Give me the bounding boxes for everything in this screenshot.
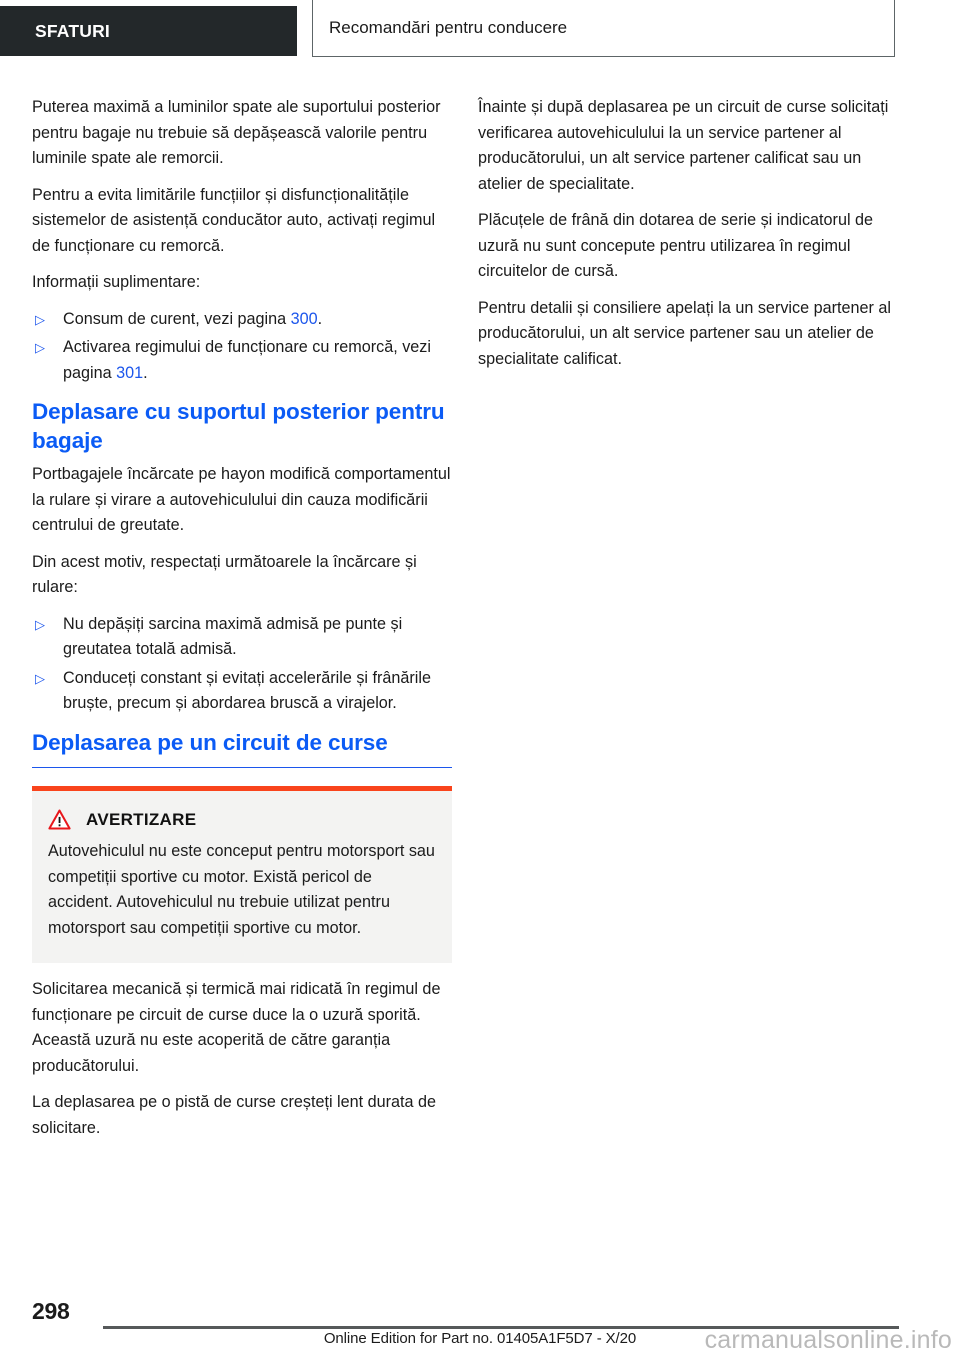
chapter-tab-label: SFATURI [35,20,110,41]
page-header [0,0,960,62]
list-item [32,335,452,386]
triangle-bullet-icon: ▷ [35,311,45,327]
cross-reference-link[interactable]: 301 [116,363,144,382]
cross-reference-link[interactable]: 300 [290,309,318,328]
paragraph: Pentru detalii și consiliere apelați la un service partener al producătorului, un alt service partener sau un atelier de specialitate calificat. [478,298,892,368]
warning-title: AVERTIZARE [86,809,197,829]
watermark: carmanualsonline.info [704,1326,952,1354]
list-item-text: Nu depășiți sarcina maximă admisă pe punte și greutatea totală admisă. [63,614,403,658]
section-tab[interactable] [312,0,895,57]
paragraph: Solicitarea mecanică și termică mai ridicată în regimul de funcționare pe circuit de curse duce la o uzură sporită. Această uzură nu este acoperită de către garanția producătorului. [32,980,441,1075]
bullet-list [32,612,452,717]
warning-box [32,786,452,963]
list-item-text-tail: . [143,363,148,382]
paragraph: Înainte și după deplasarea pe un circuit de curse solicitați verificarea autovehiculului la un service partener al producătorului, un alt service partener calificat sau un atelier de specialitate. [478,98,889,193]
page-footer [0,1290,960,1362]
triangle-bullet-icon: ▷ [35,340,45,355]
paragraph: Pentru a evita limitările funcțiilor și disfuncționalitățile sistemelor de asistență conducător auto, activați regimul de funcționare cu remorcă. [32,185,436,255]
paragraph: Plăcuțele de frână din dotarea de serie și indicatorul de uzură nu sunt concepute pentru utilizarea în regimul circuitelor de cursă. [478,211,874,280]
section-heading-luggage-carrier: Deplasare cu suportul posterior pentru bagaje [32,399,445,453]
warning-text: Autovehiculul nu este conceput pentru motorsport sau competiții sportive cu motor. Există pericol de accident. Autovehiculul nu trebuie utilizat pentru motorsport sau competiții sportive cu motor. [48,842,435,937]
paragraph: Portbagajele încărcate pe hayon modifică comportamentul la rulare și virare a autovehiculului din cauza modificării centrului de greutate. [32,465,451,534]
list-item-text: Consum de curent, vezi pagina [63,309,291,328]
warning-header [48,809,436,830]
list-item [32,666,452,717]
list-item [32,612,452,663]
list-item-text: Conduceți constant și evitați accelerările și frânările bruște, precum și abordarea bruscă a virajelor. [63,668,431,712]
section-tab-label: Recomandări pentru conducere [329,18,568,37]
paragraph: La deplasarea pe o pistă de curse creșteți lent durata de solicitare. [32,1093,437,1137]
triangle-bullet-icon: ▷ [35,616,45,632]
triangle-bullet-icon: ▷ [35,670,45,686]
paragraph: Informații suplimentare: [32,273,201,291]
right-column [478,95,898,383]
section-heading-race-track: Deplasarea pe un circuit de curse [32,729,452,769]
chapter-tab[interactable] [0,6,297,56]
list-item [32,307,452,333]
edition-notice: Online Edition for Part no. 01405A1F5D7 - X/20 [323,1330,637,1347]
paragraph: Puterea maximă a luminilor spate ale suportului posterior pentru bagaje nu trebuie să depășească valorile pentru luminile spate ale remorcii. [32,98,441,167]
bullet-list [32,307,452,387]
page-number: 298 [32,1298,70,1324]
warning-triangle-icon [48,809,71,830]
list-item-text: Activarea regimului de funcționare cu remorcă, vezi pagina [63,338,431,382]
left-column [32,95,452,1152]
paragraph: Din acest motiv, respectați următoarele la încărcare și rulare: [32,552,417,596]
list-item-text-tail: . [317,309,323,328]
